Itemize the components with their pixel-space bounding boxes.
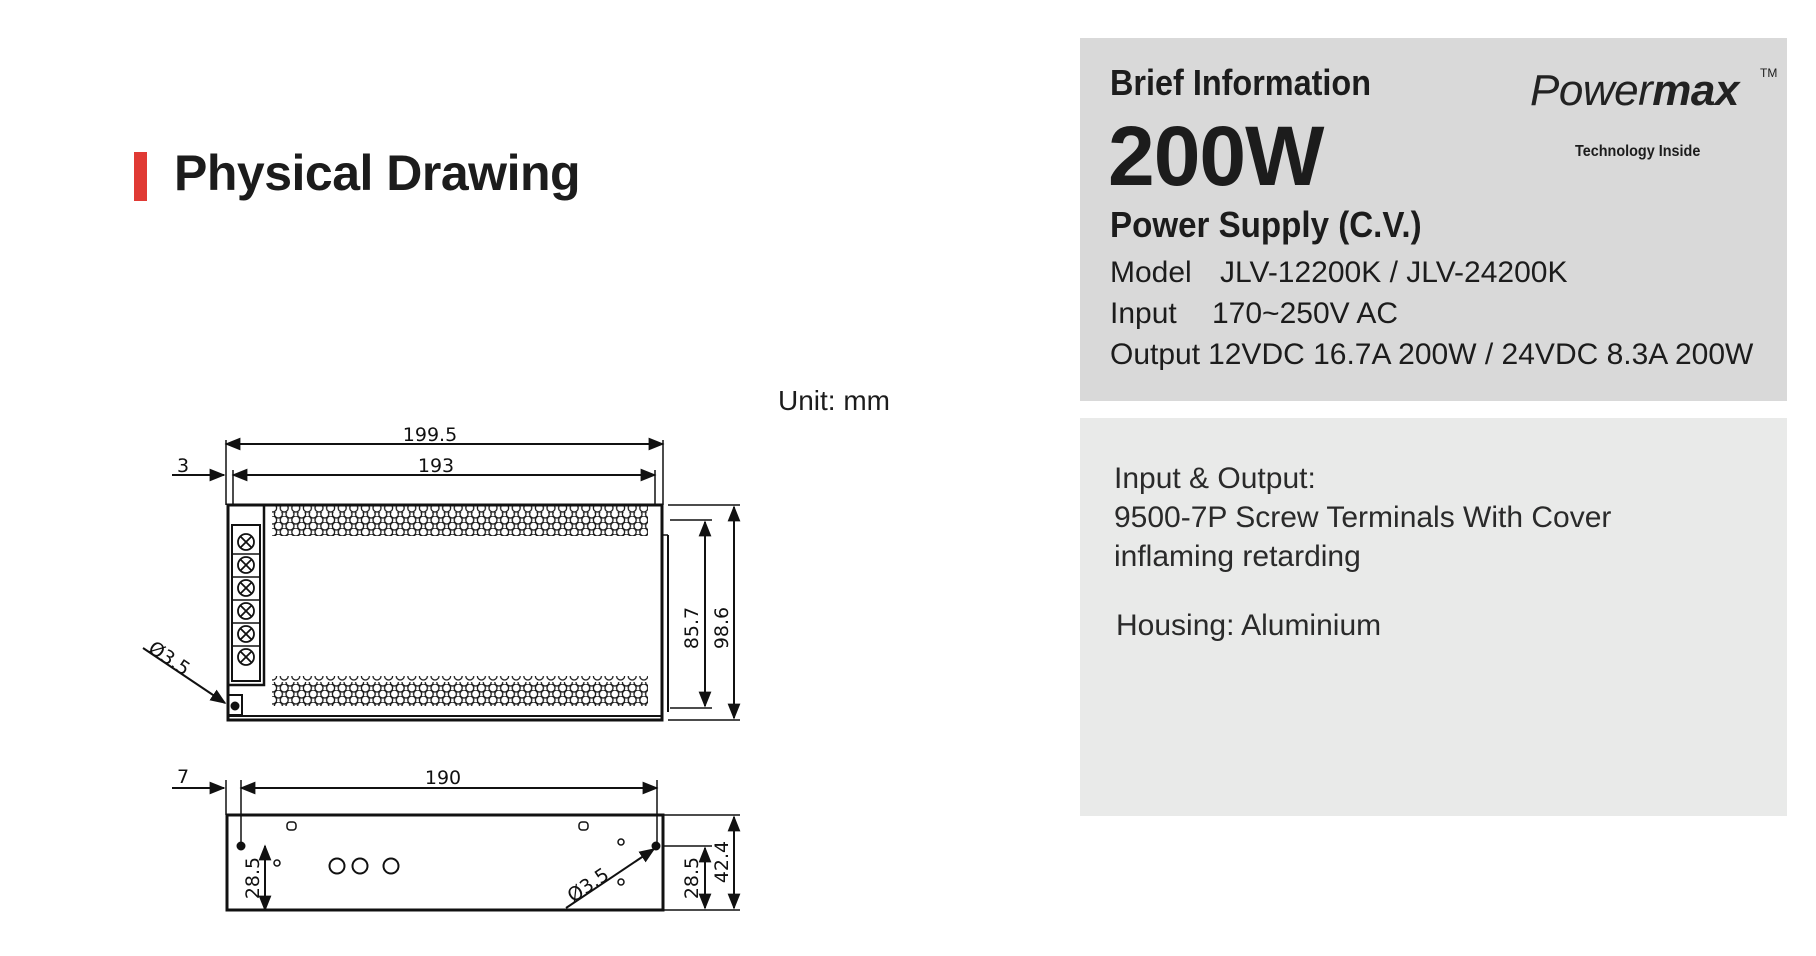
led-indicator-holes [330,859,399,874]
dim-offset: 3 [177,455,190,477]
dim-right-height: 28.5 [681,856,703,900]
model-label: Model [1110,256,1192,289]
specifications-panel [1080,418,1787,816]
page-title: Physical Drawing [174,145,581,201]
powermax-logo [1530,66,1778,160]
input-row [1110,297,1398,331]
output-row [1110,338,1753,372]
brand-tagline: Technology Inside [1575,143,1701,160]
input-value: 170~250V AC [1212,297,1398,330]
io-value-line2: inflaming retarding [1114,540,1361,573]
brand-name-light: Power [1530,66,1653,115]
dim-side-overall-height: 42.4 [711,840,733,884]
dim-left-height: 28.5 [242,856,264,900]
dim-hole-diameter-side: Ø3.5 [563,863,614,908]
input-label: Input [1110,297,1177,330]
io-label: Input & Output: [1114,462,1316,495]
dim-overall-height: 98.6 [711,606,733,650]
dim-hole-diameter-top: Ø3.5 [144,636,194,681]
model-value: JLV-12200K / JLV-24200K [1220,256,1568,289]
brief-information-panel [1080,38,1787,401]
dim-overall-length: 199.5 [402,424,458,446]
dim-hole-spacing: 190 [424,767,462,789]
housing-text: Housing: Aluminium [1116,609,1382,642]
dim-inner-height: 85.7 [681,606,703,650]
dim-side-offset: 7 [177,766,190,788]
output-label: Output [1110,338,1201,371]
wattage: 200W [1108,109,1324,203]
dim-inner-length: 193 [417,455,455,477]
top-view [143,440,740,720]
io-value-line1: 9500-7P Screw Terminals With Cover [1114,501,1612,534]
brand-name-bold: max [1652,66,1739,115]
terminal-block [228,505,264,685]
brief-heading: Brief Information [1110,62,1372,103]
unit-label: Unit: mm [778,385,890,416]
output-value: 12VDC 16.7A 200W / 24VDC 8.3A 200W [1208,338,1754,371]
product-subtitle: Power Supply (C.V.) [1110,204,1422,245]
model-row [1110,256,1567,290]
brand-trademark: TM [1760,66,1778,80]
